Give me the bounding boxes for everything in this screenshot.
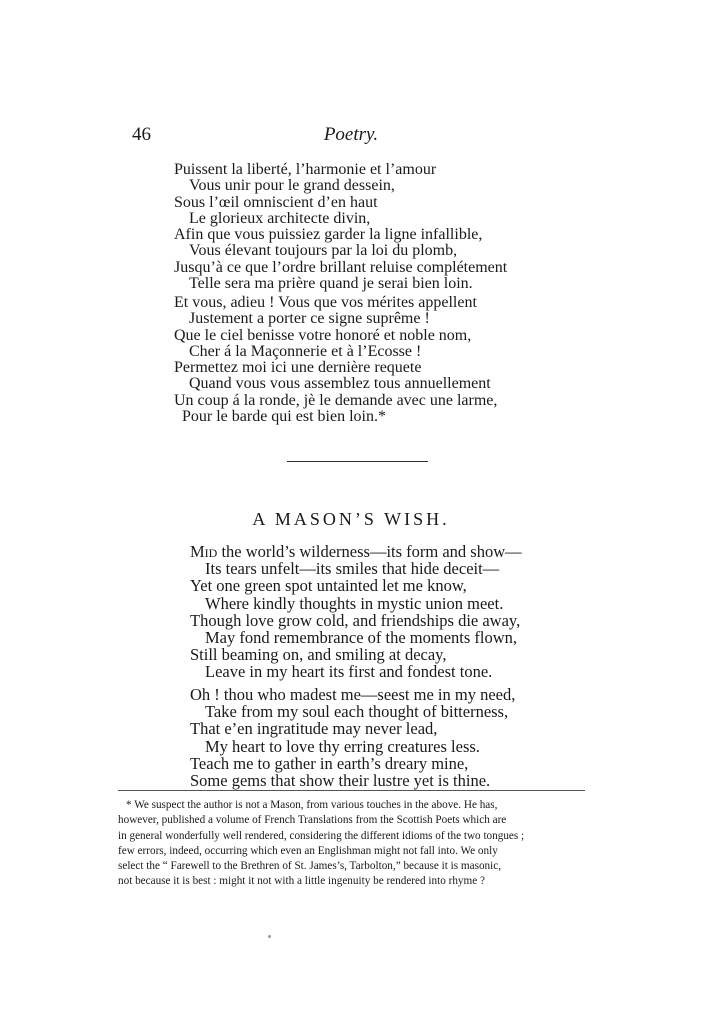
verse-line: Jusqu’à ce que l’ordre brillant reluise complétement [174,258,508,276]
verse-line: Que le ciel benisse votre honoré et noble nom, [174,326,472,344]
verse-line: Cher á la Maçonnerie et à l’Ecosse ! [189,342,422,360]
footnote-line: in general wonderfully well rendered, considering the different idioms of the two tongues ; [118,829,525,842]
verse-line: Quand vous vous assemblez tous annuellement [189,375,491,393]
poem2-stanza-1 [190,543,522,681]
verse-line: Afin que vous puissiez garder la ligne infallible, [174,226,483,244]
initial-word: Mid [190,542,218,561]
footnote-rule [118,790,585,791]
verse-line: Le glorieux architecte divin, [189,209,371,227]
footnote [118,798,588,890]
verse-line: Et vous, adieu ! Vous que vos mérites appellent [174,294,477,311]
verse-line: Teach me to gather in earth’s dreary mine, [190,753,469,773]
verse-line: Puissent la liberté, l’harmonie et l’amour [174,161,437,178]
poem-title: A MASON’S WISH. [252,509,450,529]
verse-line: Though love grow cold, and friendships die away, [190,610,521,630]
verse-line: That e’en ingratitude may never lead, [190,719,438,739]
footnote-line: select the “ Farewell to the Brethren of St. James’s, Tarbolton,” because it is masonic, [118,860,502,873]
poem2-stanza-2 [190,686,515,789]
footnote-line: however, published a volume of French Translations from the Scottish Poets which are [118,814,507,827]
verse-line: Still beaming on, and smiling at decay, [190,645,447,665]
section-divider [287,461,428,462]
verse-line: Vous élevant toujours par la loi du plomb, [189,242,458,260]
footnote-line: * We suspect the author is not a Mason, from various touches in the above. He has, [126,799,498,811]
verse-line: Justement a porter ce signe suprême ! [189,310,430,328]
running-head: Poetry. [323,124,379,145]
verse-line: Some gems that show their lustre yet is thine. [190,771,491,791]
footnote-line: few errors, indeed, occurring which even an Englishman might not fall into. We only [118,844,498,857]
verse-line: May fond remembrance of the moments flown, [205,628,518,648]
verse-line: Its tears unfelt—its smiles that hide deceit— [205,559,500,579]
page-number: 46 [132,124,151,145]
poem1-stanza-1 [174,162,507,292]
verse-line: Pour le barde qui est bien loin.* [182,408,386,426]
poem1-stanza-2 [174,295,497,425]
verse-line: Leave in my heart its first and fondest tone. [205,662,493,682]
verse-line: Un coup á la ronde, jè le demande avec une larme, [174,391,498,409]
verse-line-rest: the world’s wilderness—its form and show— [217,542,522,561]
verse-line: Where kindly thoughts in mystic union meet. [205,593,504,613]
verse-line: Telle sera ma prière quand je serai bien loin. [189,275,473,293]
verse-line: Permettez moi ici une dernière requete [174,359,422,377]
verse-line: Vous unir pour le grand dessein, [189,177,395,195]
verse-line: Yet one green spot untainted let me know, [190,576,467,596]
paper-speck [268,935,271,938]
verse-line: Take from my soul each thought of bitterness, [205,702,509,722]
footnote-line: not because it is best : might it not with a little ingenuity be rendered into rhyme ? [118,875,485,888]
verse-line [190,543,522,560]
verse-line: Oh ! thou who madest me—seest me in my need, [190,685,516,704]
verse-line: Sous l’œil omniscient d’en haut [174,193,378,211]
verse-line: My heart to love thy erring creatures less. [205,736,480,756]
